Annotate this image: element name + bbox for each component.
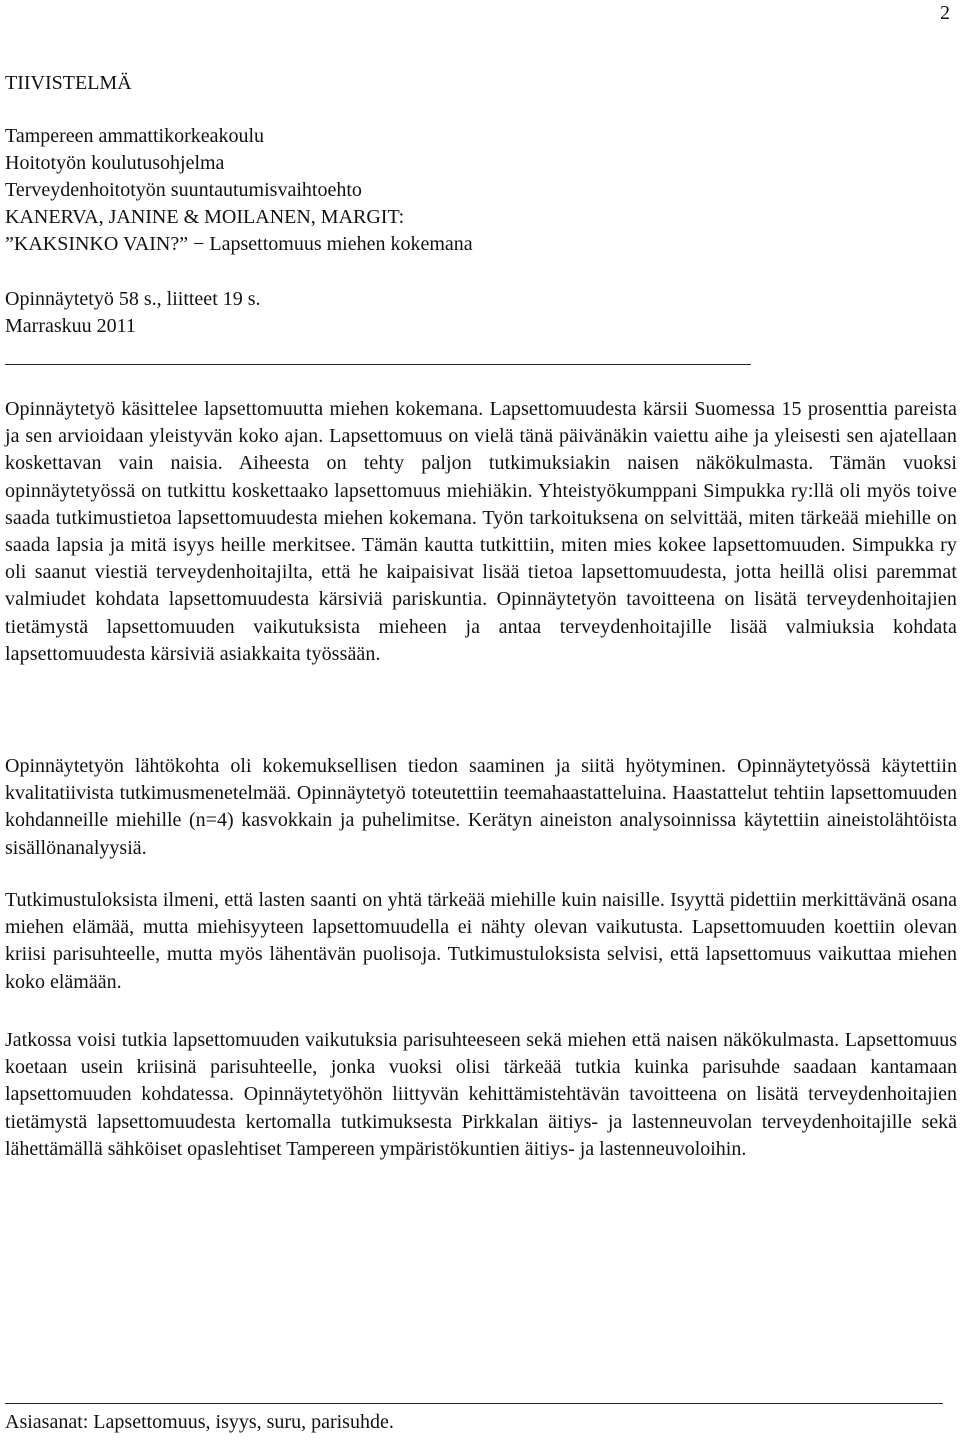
degree-program: Hoitotyön koulutusohjelma xyxy=(5,152,225,174)
authors: KANERVA, JANINE & MOILANEN, MARGIT: xyxy=(5,206,405,228)
specialization: Terveydenhoitotyön suuntautumisvaihtoehto xyxy=(5,179,362,201)
publication-date: Marraskuu 2011 xyxy=(5,315,136,337)
abstract-paragraph-2: Opinnäytetyön lähtökohta oli kokemuksellisen tiedon saaminen ja siitä hyötyminen. Opinnäytetyössä käytettiin kvalitatiivista tutkimusmenetelmää. Opinnäytetyö toteutettiin teemahaastatteluina. Haastattelut tehtiin lapsettomuuden kohdanneille miehille (n=4) kasvokkain ja puhelimitse. Kerätyn aineiston analysoinnissa käytettiin aineistolähtöista sisällönanalyysiä. xyxy=(5,755,957,859)
page-count: Opinnäytetyö 58 s., liitteet 19 s. xyxy=(5,288,261,310)
thesis-title: ”KAKSINKO VAIN?” − Lapsettomuus miehen kokemana xyxy=(5,233,473,255)
abstract-paragraph-3: Tutkimustuloksista ilmeni, että lasten saanti on yhtä tärkeää miehille kuin naisille. Isyyttä pidettiin merkittävänä osana miehen elämää, mutta miehisyyteen lapsettomuudella ei nähty olevan vaikutusta. Lapsettomuuden koettiin olevan kriisi parisuhteelle, mutta myös lähentävän puolisoja. Tutkimustuloksista selvisi, että lapsettomuus vaikuttaa miehen koko elämään. xyxy=(5,889,957,993)
header-divider xyxy=(5,364,751,365)
abstract-paragraph-1: Opinnäytetyö käsittelee lapsettomuutta miehen kokemana. Lapsettomuudesta kärsii Suomessa 15 prosenttia pareista ja sen arvioidaan yleistyvän koko ajan. Lapsettomuus on vielä tänä päivänäkin vaiettu aihe ja yleisesti sen ajatellaan koskettavan vain naisia. Aiheesta on tehty paljon tutkimuksiakin naisen näkökulmasta. Tämän vuoksi opinnäytetyössä on tutkittu koskettaako lapsettomuus miehiäkin. Yhteistyökumppani Simpukka ry:llä oli myös toive saada tutkimustietoa lapsettomuudesta miehen kokemana. Työn tarkoituksena on selvittää, miten tärkeää miehille on saada lapsia ja mitä isyys heille merkitsee. Tämän kautta tutkittiin, miten mies kokee lapsettomuuden. Simpukka ry oli saanut viestiä terveydenhoitajilta, että he kaipaisivat lisää tietoa lapsettomuudesta, jotta heillä olisi paremmat valmiudet kohdata lapsettomuudesta kärsiviä pariskuntia. Opinnäytetyön tavoitteena on lisätä terveydenhoitajien tietämystä lapsettomuuden vaikutuksista mieheen ja antaa terveydenhoitajille lisää valmiuksia kohdata lapsettomuudesta kärsiviä asiakkaita työssään. xyxy=(5,398,957,665)
school-name: Tampereen ammattikorkeakoulu xyxy=(5,125,265,147)
keywords: Asiasanat: Lapsettomuus, isyys, suru, parisuhde. xyxy=(5,1411,394,1433)
abstract-heading: TIIVISTELMÄ xyxy=(5,72,132,94)
abstract-paragraph-4: Jatkossa voisi tutkia lapsettomuuden vaikutuksia parisuhteeseen sekä miehen että naisen näkökulmasta. Lapsettomuus koetaan usein kriisinä parisuhteelle, jonka vuoksi olisi tärkeää tutkia kuinka parisuhde saadaan kantamaan lapsettomuuden kohdatessa. Opinnäytetyöhön liittyvän kehittämistehtävän tavoitteena on lisätä terveydenhoitajien tietämystä lapsettomuudesta kertomalla tutkimuksesta Pirkkalan äitiys- ja lastenneuvolan terveydenhoitajille sekä lähettämällä sähköiset opaslehtiset Tampereen ympäristökuntien äitiys- ja lastenneuvoloihin. xyxy=(5,1029,957,1160)
page-number: 2 xyxy=(940,2,950,24)
thesis-details xyxy=(5,286,955,340)
thesis-metadata xyxy=(5,123,955,258)
footer-divider xyxy=(5,1403,943,1404)
